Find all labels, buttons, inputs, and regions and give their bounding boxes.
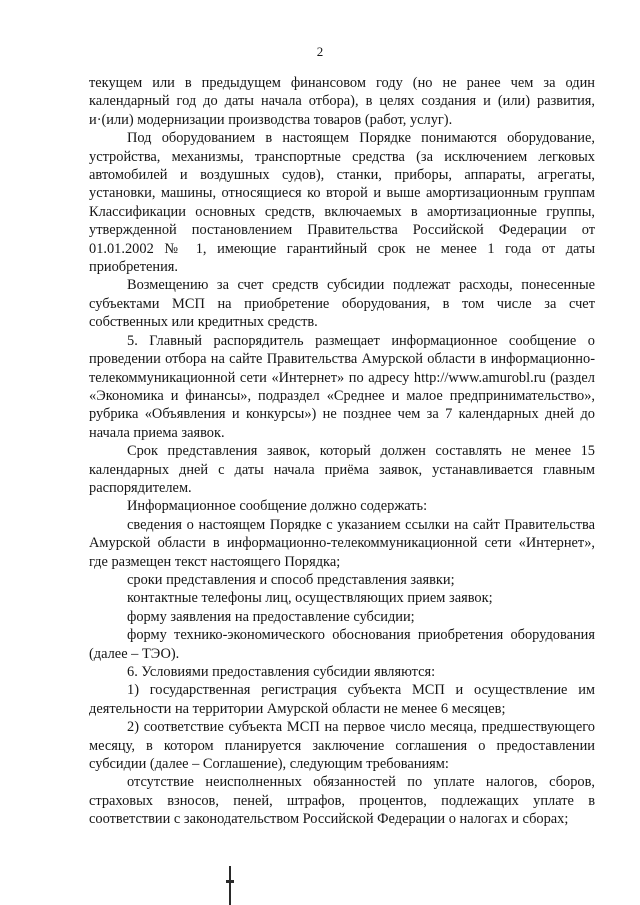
scan-artifact-tick (226, 880, 234, 883)
paragraph-9: контактные телефоны лиц, осуществляющих прием заявок; (127, 590, 493, 607)
paragraph-3: Возмещению за счет средств субсидии подлежат расходы, понесенные субъектами МСП на приобретение оборудования, в том числе за счет собственных или кредитных средств. (89, 277, 595, 331)
paragraph-2: Под оборудованием в настоящем Порядке понимаются оборудование, устройства, механизмы, транспортные средства (за исключением легковых автомобилей и воздушных судов), станки, приборы, аппараты, агрегаты, установки, машины, относящиеся ко второй и выше амортизационным группам Классификации основных средств, включаемых в амортизационные группы, утвержденной постановлением Правительства Российской Федерации от 01.01.2002 № 1, имеющие гарантийный срок не менее 1 года от даты приобретения. (89, 130, 595, 276)
paragraph-8: сроки представления и способ представления заявки; (127, 571, 455, 588)
paragraph-5: Срок представления заявок, который должен составлять не менее 15 календарных дней с даты начала приёма заявок, устанавливается главным распорядителем. (89, 443, 595, 496)
paragraph-6: Информационное сообщение должно содержать: (127, 498, 428, 515)
document-body (89, 74, 595, 829)
paragraph-11: форму технико-экономического обоснования приобретения оборудования (далее – ТЭО). (89, 627, 595, 662)
paragraph-4: 5. Главный распорядитель размещает информационное сообщение о проведении отбора на сайте Правительства Амурской области в информационно-телекоммуникационной сети «Интернет» по адресу http://www.amurobl.ru (раздел «Экономика и финансы», подраздел «Среднее и малое предпринимательство», рубрика «Объявления и конкурсы») не позднее чем за 7 календарных дней до начала приема заявок. (89, 332, 595, 441)
paragraph-14: 2) соответствие субъекта МСП на первое число месяца, предшествующего месяцу, в котором планируется заключение соглашения о предоставлении субсидии (далее – Соглашение), следующим требованиям: (89, 719, 595, 773)
paragraph-10: форму заявления на предоставление субсидии; (127, 608, 415, 625)
paragraph-12: 6. Условиями предоставления субсидии являются: (127, 664, 436, 680)
paragraph-15: отсутствие неисполненных обязанностей по уплате налогов, сборов, страховых взносов, пеней, штрафов, процентов, подлежащих уплате в соответствии с законодательством Российской Федерации о налогах и сборах; (89, 774, 595, 828)
page-number: 2 (316, 44, 324, 59)
scan-artifact-line (229, 866, 231, 905)
paragraph-7: сведения о настоящем Порядке с указанием ссылки на сайт Правительства Амурской области в информационно-телекоммуникационной сети «Интернет», где размещен текст настоящего Порядка; (89, 516, 595, 570)
paragraph-13: 1) государственная регистрация субъекта МСП и осуществление им деятельности на территории Амурской области не менее 6 месяцев; (89, 682, 595, 717)
paragraph-1: текущем или в предыдущем финансовом году (но не ранее чем за один календарный год до даты начала отбора), в целях создания и (или) развития, и·(или) модернизации производства товаров (работ, услуг). (89, 75, 595, 128)
